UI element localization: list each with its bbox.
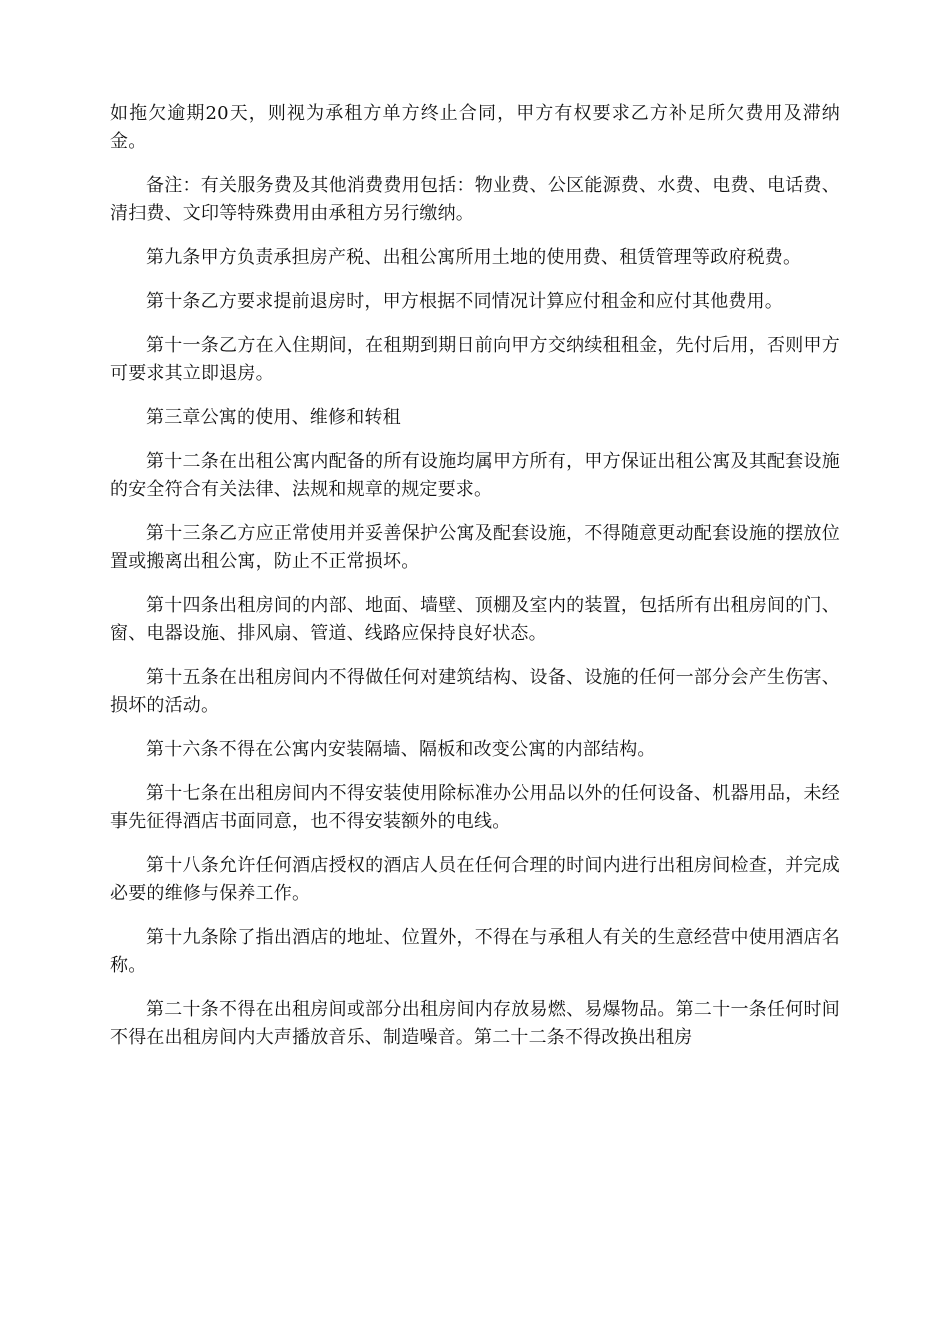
paragraph-14: 第二十条不得在出租房间或部分出租房间内存放易燃、易爆物品。第二十一条任何时间不得在出租房间内大声播放音乐、制造噪音。第二十二条不得改换出租房 [110, 999, 840, 1048]
paragraph-1: 备注：有关服务费及其他消费费用包括：物业费、公区能源费、水费、电费、电话费、清扫费、文印等特殊费用由承租方另行缴纳。 [110, 175, 840, 224]
paragraph-6: 第十二条在出租公寓内配备的所有设施均属甲方所有，甲方保证出租公寓及其配套设施的安全符合有关法律、法规和规章的规定要求。 [110, 451, 840, 500]
paragraph-13: 第十九条除了指出酒店的地址、位置外，不得在与承租人有关的生意经营中使用酒店名称。 [110, 927, 840, 976]
paragraph-0: 如拖欠逾期20天，则视为承租方单方终止合同，甲方有权要求乙方补足所欠费用及滞纳金。 [110, 103, 840, 152]
paragraph-12: 第十八条允许任何酒店授权的酒店人员在任何合理的时间内进行出租房间检查，并完成必要的维修与保养工作。 [110, 855, 840, 904]
chapter-heading: 第三章公寓的使用、维修和转租 [146, 407, 401, 428]
paragraph-3: 第十条乙方要求提前退房时，甲方根据不同情况计算应付租金和应付其他费用。 [146, 291, 783, 312]
paragraph-4: 第十一条乙方在入住期间，在租期到期日前向甲方交纳续租租金，先付后用，否则甲方可要求其立即退房。 [110, 335, 840, 384]
paragraph-7: 第十三条乙方应正常使用并妥善保护公寓及配套设施，不得随意更动配套设施的摆放位置或搬离出租公寓，防止不正常损坏。 [110, 523, 840, 572]
document-page [110, 100, 840, 1068]
paragraph-2: 第九条甲方负责承担房产税、出租公寓所用土地的使用费、租赁管理等政府税费。 [146, 247, 802, 268]
paragraph-11: 第十七条在出租房间内不得安装使用除标准办公用品以外的任何设备、机器用品，未经事先征得酒店书面同意，也不得安装额外的电线。 [110, 783, 840, 832]
paragraph-10: 第十六条不得在公寓内安装隔墙、隔板和改变公寓的内部结构。 [146, 739, 656, 760]
paragraph-8: 第十四条出租房间的内部、地面、墙壁、顶棚及室内的装置，包括所有出租房间的门、窗、电器设施、排风扇、管道、线路应保持良好状态。 [110, 595, 840, 644]
paragraph-9: 第十五条在出租房间内不得做任何对建筑结构、设备、设施的任何一部分会产生伤害、损坏的活动。 [110, 667, 840, 716]
